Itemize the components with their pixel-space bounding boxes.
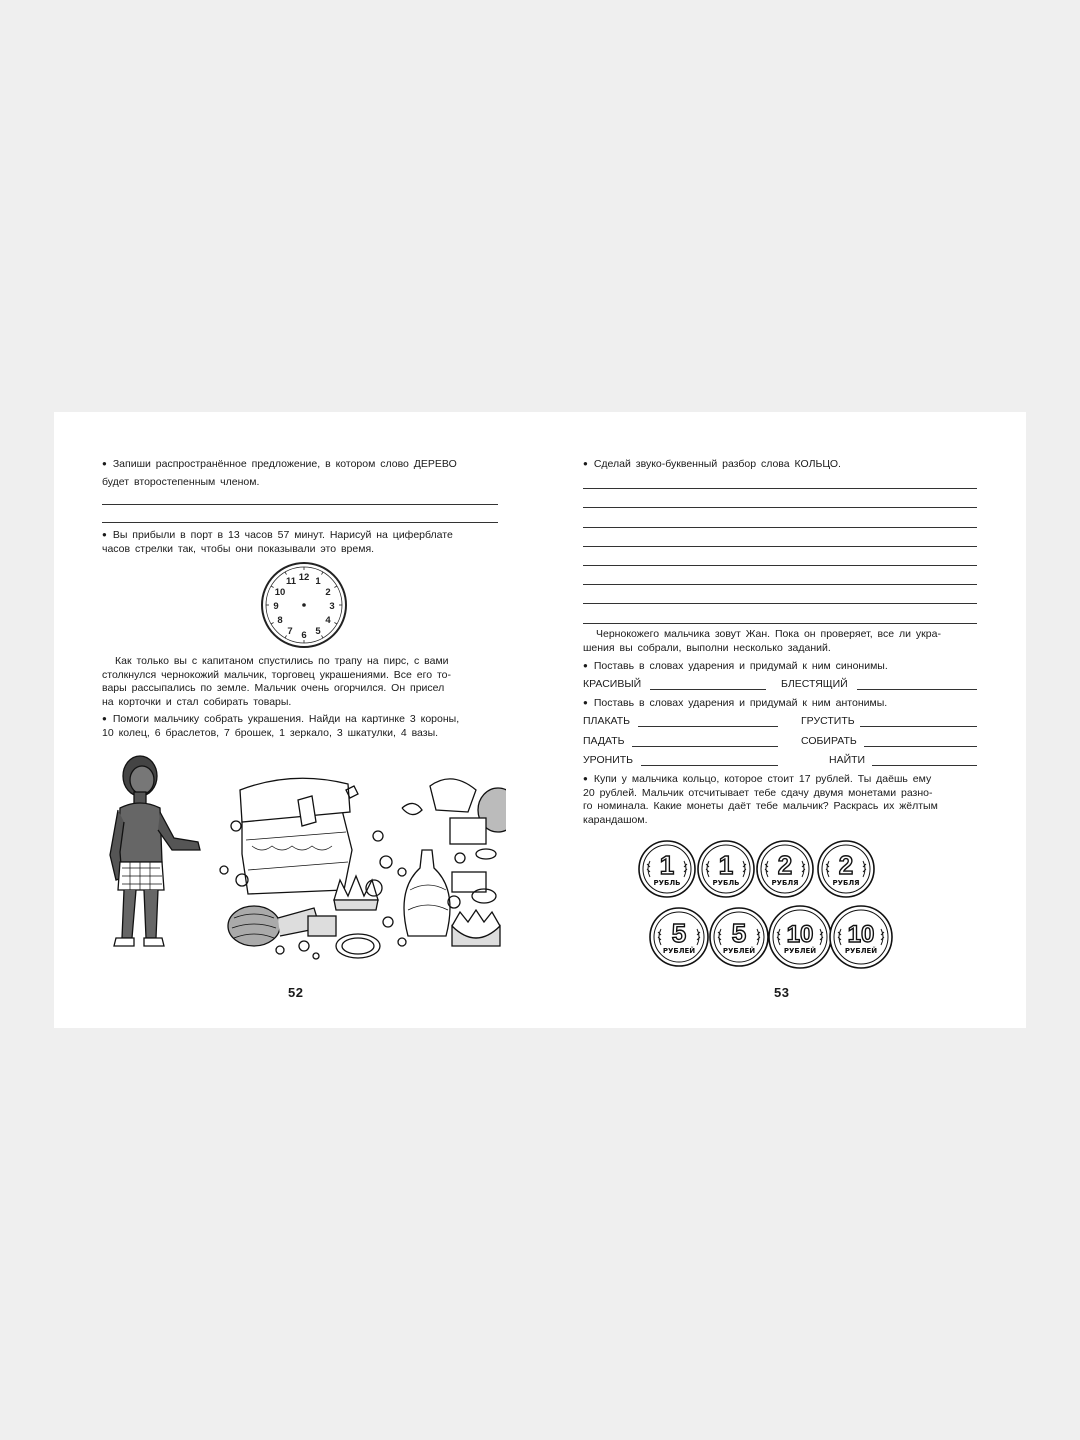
answer-line[interactable] [860, 726, 977, 727]
answer-line[interactable] [583, 603, 977, 604]
coins-area [636, 834, 916, 974]
clock-number-12: 12 [298, 572, 310, 583]
task-coins-line3: го номинала. Какие монеты даёт тебе мальчик? Раскрась их жёлтым [583, 800, 938, 812]
word-plakat: ПЛАКАТЬ [583, 715, 631, 727]
coin-value: 5 [731, 918, 747, 948]
coin-value: 10 [847, 921, 875, 948]
page-number: 53 [774, 985, 790, 1000]
answer-line[interactable] [641, 765, 778, 766]
coin-label: РУБЛЕЙ [783, 947, 817, 955]
clock-number-11: 11 [285, 576, 297, 587]
clock-number-8: 8 [277, 615, 283, 626]
task-coins-line2: 20 рублей. Мальчик отсчитывает тебе сдачу двумя монетами разно- [583, 787, 933, 799]
clock-number-1: 1 [315, 576, 321, 587]
answer-line[interactable] [583, 623, 977, 624]
task-coins-line1: ● Купи у мальчика кольцо, которое стоит 17 рублей. Ты даёшь ему [583, 772, 977, 787]
antonyms-instruction: ● Поставь в словах ударения и придумай к ним антонимы. [583, 696, 977, 711]
answer-line[interactable] [857, 689, 977, 690]
task-coins-line4: карандашом. [583, 814, 648, 826]
coin-1-1[interactable] [698, 841, 754, 897]
coin-label: РУБЛЕЙ [662, 947, 696, 955]
task-find-jewelry-line2: 10 колец, 6 браслетов, 7 брошек, 1 зеркало, 3 шкатулки, 4 вазы. [102, 727, 439, 739]
clock-number-6: 6 [301, 630, 307, 641]
clock-number-7: 7 [287, 626, 293, 637]
coin-value: 2 [777, 850, 793, 880]
coin-value: 2 [838, 850, 854, 880]
clock-face[interactable] [258, 560, 350, 650]
coin-label: РУБЛЯ [771, 879, 799, 887]
coin-label: РУБЛЕЙ [722, 947, 756, 955]
coin-10-6[interactable] [769, 906, 831, 968]
task-clock-line2: часов стрелки так, чтобы они показывали это время. [102, 543, 375, 555]
word-sobirat: СОБИРАТЬ [801, 735, 857, 747]
coin-2-2[interactable] [757, 841, 813, 897]
synonyms-instruction: ● Поставь в словах ударения и придумай к ним синонимы. [583, 659, 977, 674]
coin-value: 1 [659, 850, 675, 880]
coin-10-7[interactable] [830, 906, 892, 968]
coin-label: РУБЛЕЙ [844, 947, 878, 955]
answer-line[interactable] [583, 565, 977, 566]
page-number: 52 [288, 985, 304, 1000]
answer-line[interactable] [102, 522, 498, 523]
answer-line[interactable] [583, 527, 977, 528]
coin-5-5[interactable] [710, 908, 768, 966]
coin-value: 1 [718, 850, 734, 880]
answer-line[interactable] [583, 488, 977, 489]
clock-number-10: 10 [274, 587, 286, 598]
answer-line[interactable] [864, 746, 977, 747]
word-padat: ПАДАТЬ [583, 735, 625, 747]
clock-number-9: 9 [273, 601, 279, 612]
answer-line[interactable] [872, 765, 977, 766]
story-line3: вары рассыпались по земле. Мальчик очень огорчился. Он присел [102, 682, 445, 694]
coin-label: РУБЛЯ [832, 879, 860, 887]
coin-5-4[interactable] [650, 908, 708, 966]
task-write-sentence-line1: ● Запиши распространённое предложение, в котором слово ДЕРЕВО [102, 457, 498, 472]
task-clock-line1: ● Вы прибыли в порт в 13 часов 57 минут. Нарисуй на циферблате [102, 528, 498, 543]
coin-label: РУБЛЬ [653, 879, 681, 887]
task-sound-analysis: ● Сделай звуко-буквенный разбор слова КОЛЬЦО. [583, 457, 977, 472]
coin-value: 5 [671, 918, 687, 948]
coin-value: 10 [786, 921, 814, 948]
clock-number-4: 4 [325, 615, 331, 626]
word-krasivyi: КРАСИВЫЙ [583, 678, 642, 690]
clock-number-2: 2 [325, 587, 331, 598]
left-page [54, 412, 540, 1028]
story-line2: столкнулся чернокожий мальчик, торговец украшениями. Все его то- [102, 669, 452, 681]
story-line1: Как только вы с капитаном спустились по трапу на пирс, с вами [115, 655, 449, 667]
word-uronit: УРОНИТЬ [583, 754, 634, 766]
jewelry-illustration[interactable] [102, 750, 506, 960]
task-find-jewelry-line1: ● Помоги мальчику собрать украшения. Найди на картинке 3 короны, [102, 712, 498, 727]
clock-number-3: 3 [329, 601, 335, 612]
coin-2-3[interactable] [818, 841, 874, 897]
answer-line[interactable] [102, 504, 498, 505]
clock-number-5: 5 [315, 626, 321, 637]
word-grustit: ГРУСТИТЬ [801, 715, 855, 727]
task-write-sentence-line2: будет второстепенным членом. [102, 476, 260, 488]
boy-figure [110, 756, 200, 946]
answer-line[interactable] [650, 689, 766, 690]
intro-line1: Чернокожего мальчика зовут Жан. Пока он проверяет, все ли укра- [596, 628, 941, 640]
word-naiti: НАЙТИ [829, 754, 866, 766]
intro-line2: шения вы собрали, выполни несколько заданий. [583, 642, 831, 654]
book-spread [54, 412, 1026, 1028]
coin-label: РУБЛЬ [712, 879, 740, 887]
word-blestyashchii: БЛЕСТЯЩИЙ [781, 678, 848, 690]
right-page [540, 412, 1026, 1028]
chest-illustration [240, 778, 352, 894]
answer-line[interactable] [638, 726, 778, 727]
story-line4: на корточки и стал собирать товары. [102, 696, 292, 708]
coin-1-0[interactable] [639, 841, 695, 897]
answer-line[interactable] [632, 746, 778, 747]
answer-line[interactable] [583, 584, 977, 585]
answer-line[interactable] [583, 546, 977, 547]
answer-line[interactable] [583, 507, 977, 508]
